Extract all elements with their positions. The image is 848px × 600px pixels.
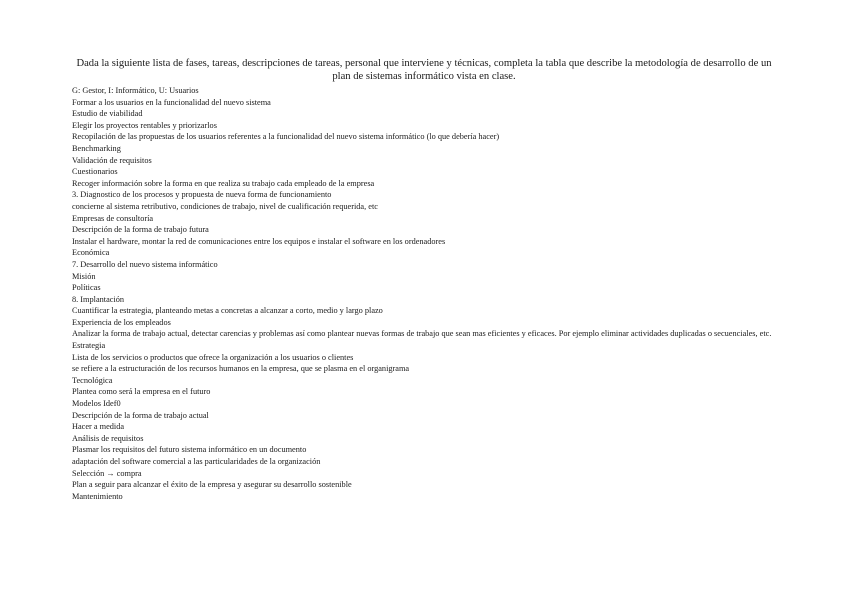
- list-item: Plasmar los requisitos del futuro sistema informático en un documento: [72, 445, 307, 455]
- list-item: Analizar la forma de trabajo actual, detectar carencias y problemas así como plantear nuevas formas de trabajo que sean mas eficientes y eficaces. Por ejemplo eliminar actividades duplicadas o secuenciales, etc.: [72, 329, 772, 339]
- list-item: Análisis de requisitos: [72, 433, 144, 443]
- list-item: concierne al sistema retributivo, condiciones de trabajo, nivel de cualificación requerida, etc: [72, 201, 378, 211]
- list-item: Plantea como será la empresa en el futuro: [72, 387, 211, 397]
- list-item: G: Gestor, I: Informático, U: Usuarios: [72, 86, 199, 95]
- list-item: Hacer a medida: [72, 422, 125, 432]
- list-item: Benchmarking: [72, 143, 121, 153]
- list-item: Estudio de viabilidad: [72, 109, 143, 119]
- list-item: Formar a los usuarios en la funcionalidad del nuevo sistema: [72, 97, 271, 107]
- list-item: se refiere a la estructuración de los recursos humanos en la empresa, que se plasma en el organigrama: [72, 364, 410, 374]
- list-item: Selección → compra: [72, 468, 142, 478]
- list-item: Cuestionarios: [72, 167, 118, 177]
- list-item: Elegir los proyectos rentables y priorizarlos: [72, 120, 217, 130]
- list-item: Tecnológica: [72, 375, 113, 385]
- list-item: Lista de los servicios o productos que ofrece la organización a los usuarios o clientes: [72, 352, 354, 362]
- list-item: Plan a seguir para alcanzar el éxito de la empresa y asegurar su desarrollo sostenible: [72, 480, 352, 490]
- list-item: Cuantificar la estrategia, planteando metas a concretas a alcanzar a corto, medio y largo plazo: [72, 306, 383, 316]
- list-item: 8. Implantación: [72, 294, 125, 304]
- document-heading: Dada la siguiente lista de fases, tareas, descripciones de tareas, personal que interviene y técnicas, completa la tabla que describe la metodología de desarrollo de un plan de sistemas informático vista en clase.: [76, 58, 772, 82]
- list-item: Descripción de la forma de trabajo actual: [72, 410, 209, 420]
- list-item: Económica: [72, 248, 110, 258]
- list-item: Mantenimiento: [72, 491, 123, 501]
- list-item: Experiencia de los empleados: [72, 317, 171, 327]
- list-item: adaptación del software comercial a las particularidades de la organización: [72, 457, 321, 466]
- list-item: Empresas de consultoría: [72, 213, 154, 223]
- list-item: 3. Diagnostico de los procesos y propuesta de nueva forma de funcionamiento: [72, 190, 332, 200]
- list-item: Estrategia: [72, 341, 106, 351]
- list-item: Descripción de la forma de trabajo futura: [72, 225, 209, 235]
- list-item: 7. Desarrollo del nuevo sistema informático: [72, 259, 218, 269]
- list-item: Validación de requisitos: [72, 155, 152, 165]
- item-list: [72, 85, 774, 502]
- list-item: Modelos Idef0: [72, 399, 121, 409]
- list-item: Recopilación de las propuestas de los usuarios referentes a la funcionalidad del nuevo sistema informático (lo que debería hacer): [72, 132, 500, 142]
- list-item: Misión: [72, 271, 96, 281]
- list-item: Instalar el hardware, montar la red de comunicaciones entre los equipos e instalar el software en los ordenadores: [72, 236, 446, 246]
- list-item: Políticas: [72, 283, 101, 293]
- list-item: Recoger información sobre la forma en que realiza su trabajo cada empleado de la empresa: [72, 178, 375, 188]
